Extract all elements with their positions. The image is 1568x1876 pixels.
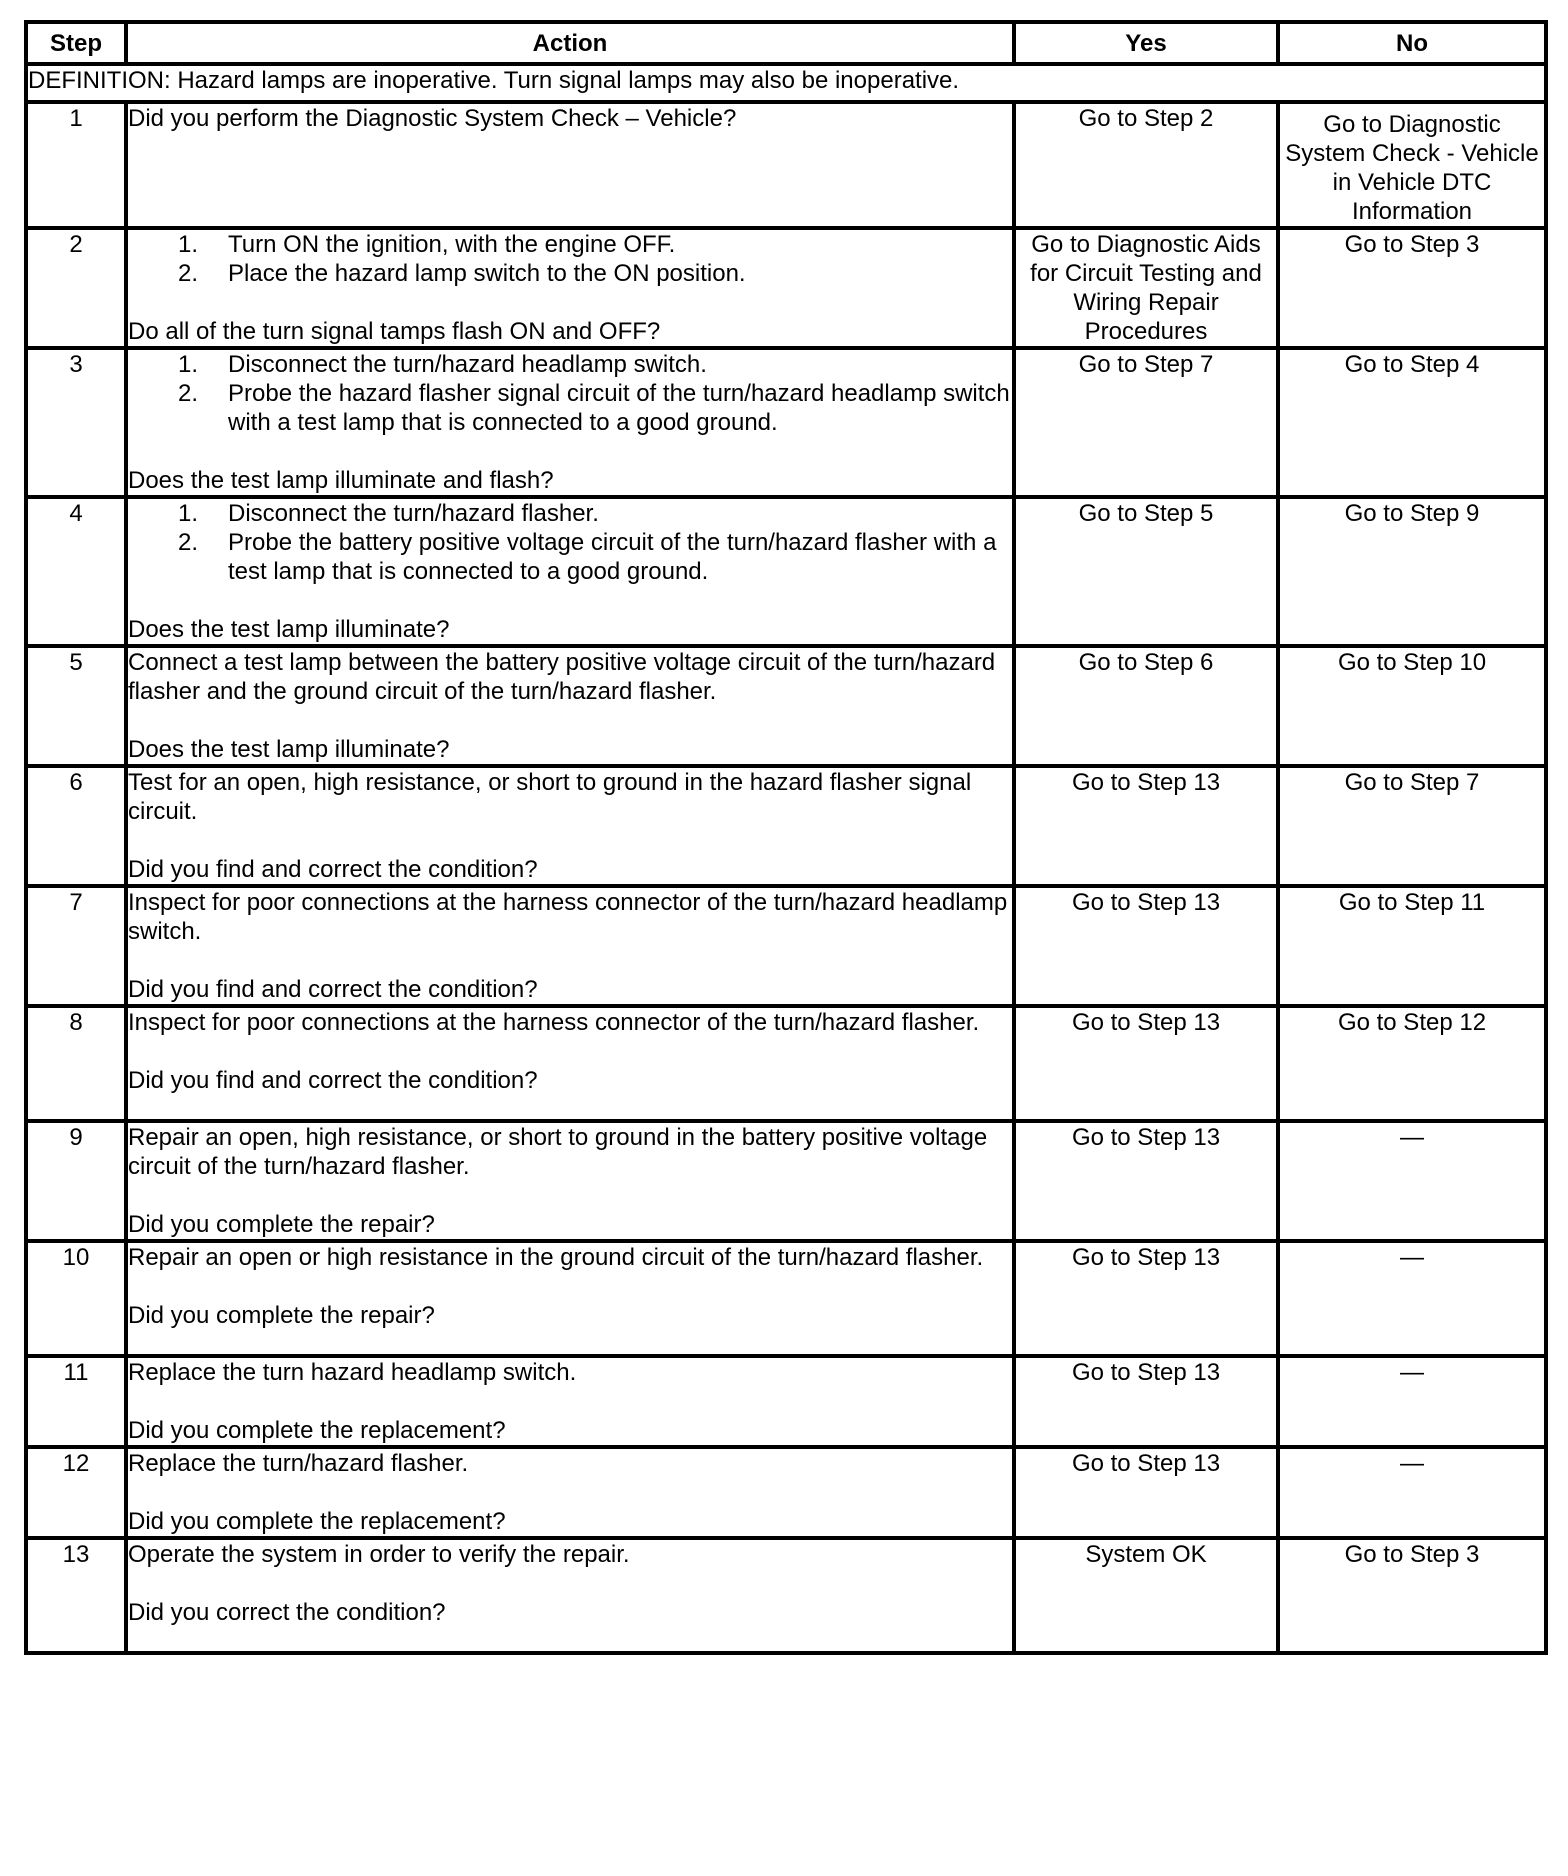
- table-row: [26, 497, 1546, 646]
- action-question: Did you find and correct the condition?: [128, 1067, 538, 1094]
- step-number: 12: [26, 1447, 126, 1538]
- no-result: Go to Step 3: [1278, 228, 1546, 348]
- substep-number: 2.: [178, 529, 199, 556]
- step-number: 4: [26, 497, 126, 646]
- action-cell: [126, 766, 1014, 886]
- table-row: [26, 1356, 1546, 1447]
- yes-result: Go to Step 13: [1014, 1121, 1278, 1241]
- substep-list: [128, 350, 1012, 437]
- yes-result: Go to Step 13: [1014, 1447, 1278, 1538]
- table-row: [26, 886, 1546, 1006]
- yes-result: Go to Step 13: [1014, 1006, 1278, 1121]
- action-cell: [126, 1356, 1014, 1447]
- substep-number: 1.: [178, 500, 199, 527]
- step-number: 1: [26, 102, 126, 228]
- action-intro: Did you perform the Diagnostic System Check – Vehicle?: [128, 105, 737, 132]
- substep-text: Probe the hazard flasher signal circuit of the turn/hazard headlamp switch with a test lamp that is connected to a good ground.: [228, 380, 1010, 436]
- header-step: Step: [26, 22, 126, 64]
- action-cell: [126, 102, 1014, 228]
- action-question: Did you complete the replacement?: [128, 1417, 506, 1444]
- step-number: 9: [26, 1121, 126, 1241]
- table-row: [26, 348, 1546, 497]
- no-result: —: [1278, 1356, 1546, 1447]
- definition-row: [26, 64, 1546, 102]
- step-number: 2: [26, 228, 126, 348]
- step-number: 7: [26, 886, 126, 1006]
- definition-text: DEFINITION: Hazard lamps are inoperative. Turn signal lamps may also be inoperative.: [26, 64, 1546, 102]
- action-question: Did you correct the condition?: [128, 1599, 446, 1626]
- substep-number: 1.: [178, 351, 199, 378]
- step-number: 13: [26, 1538, 126, 1653]
- action-intro: Repair an open or high resistance in the ground circuit of the turn/hazard flasher.: [128, 1244, 984, 1271]
- substep-list: [128, 230, 1012, 288]
- table-row: [26, 1241, 1546, 1356]
- action-question: Did you complete the repair?: [128, 1302, 435, 1329]
- table-row: [26, 1121, 1546, 1241]
- table-row: [26, 1006, 1546, 1121]
- action-cell: [126, 1538, 1014, 1653]
- diagnostic-table: [24, 20, 1548, 1655]
- step-number: 3: [26, 348, 126, 497]
- substep-item: [178, 259, 1012, 288]
- substep-item: [178, 350, 1012, 379]
- action-intro: Test for an open, high resistance, or short to ground in the hazard flasher signal circuit.: [128, 769, 972, 825]
- yes-result: Go to Diagnostic Aids for Circuit Testing and Wiring Repair Procedures: [1014, 228, 1278, 348]
- substep-number: 2.: [178, 380, 199, 407]
- substep-number: 1.: [178, 231, 199, 258]
- diagnostic-table-container: [24, 20, 1544, 1655]
- no-result: Go to Diagnostic System Check - Vehicle in Vehicle DTC Information: [1278, 102, 1546, 228]
- yes-result: Go to Step 13: [1014, 1356, 1278, 1447]
- step-number: 8: [26, 1006, 126, 1121]
- table-row: [26, 228, 1546, 348]
- action-cell: [126, 228, 1014, 348]
- action-intro: Operate the system in order to verify the repair.: [128, 1541, 630, 1568]
- substep-item: [178, 379, 1012, 437]
- substep-list: [128, 499, 1012, 586]
- yes-result: Go to Step 5: [1014, 497, 1278, 646]
- header-yes: Yes: [1014, 22, 1278, 64]
- no-result: Go to Step 7: [1278, 766, 1546, 886]
- step-number: 5: [26, 646, 126, 766]
- substep-item: [178, 528, 1012, 586]
- no-result: —: [1278, 1447, 1546, 1538]
- action-intro: Inspect for poor connections at the harness connector of the turn/hazard headlamp switch.: [128, 889, 1008, 945]
- substep-text: Probe the battery positive voltage circuit of the turn/hazard flasher with a test lamp that is connected to a good ground.: [228, 529, 997, 585]
- action-cell: [126, 1006, 1014, 1121]
- action-question: Does the test lamp illuminate?: [128, 616, 450, 643]
- action-cell: [126, 646, 1014, 766]
- action-question: Does the test lamp illuminate and flash?: [128, 467, 554, 494]
- action-intro: Repair an open, high resistance, or short to ground in the battery positive voltage circuit of the turn/hazard flasher.: [128, 1124, 988, 1180]
- action-question: Does the test lamp illuminate?: [128, 736, 450, 763]
- action-cell: [126, 348, 1014, 497]
- action-cell: [126, 886, 1014, 1006]
- no-result: Go to Step 10: [1278, 646, 1546, 766]
- substep-text: Turn ON the ignition, with the engine OFF.: [228, 231, 676, 258]
- header-action: Action: [126, 22, 1014, 64]
- no-result: Go to Step 3: [1278, 1538, 1546, 1653]
- no-result: Go to Step 9: [1278, 497, 1546, 646]
- substep-text: Place the hazard lamp switch to the ON position.: [228, 260, 746, 287]
- step-number: 6: [26, 766, 126, 886]
- yes-result: System OK: [1014, 1538, 1278, 1653]
- no-result: —: [1278, 1121, 1546, 1241]
- no-result: —: [1278, 1241, 1546, 1356]
- table-row: [26, 1447, 1546, 1538]
- action-intro: Replace the turn hazard headlamp switch.: [128, 1359, 577, 1386]
- step-number: 10: [26, 1241, 126, 1356]
- action-question: Did you find and correct the condition?: [128, 976, 538, 1003]
- yes-result: Go to Step 13: [1014, 886, 1278, 1006]
- substep-item: [178, 230, 1012, 259]
- substep-text: Disconnect the turn/hazard flasher.: [228, 500, 599, 527]
- table-row: [26, 766, 1546, 886]
- action-cell: [126, 1241, 1014, 1356]
- yes-result: Go to Step 13: [1014, 1241, 1278, 1356]
- action-intro: Inspect for poor connections at the harness connector of the turn/hazard flasher.: [128, 1009, 980, 1036]
- action-question: Did you complete the replacement?: [128, 1508, 506, 1535]
- substep-item: [178, 499, 1012, 528]
- table-row: [26, 1538, 1546, 1653]
- substep-number: 2.: [178, 260, 199, 287]
- substep-text: Disconnect the turn/hazard headlamp switch.: [228, 351, 707, 378]
- action-cell: [126, 1447, 1014, 1538]
- table-row: [26, 646, 1546, 766]
- table-row: [26, 102, 1546, 228]
- action-cell: [126, 1121, 1014, 1241]
- yes-result: Go to Step 13: [1014, 766, 1278, 886]
- step-number: 11: [26, 1356, 126, 1447]
- action-question: Do all of the turn signal tamps flash ON and OFF?: [128, 318, 661, 345]
- no-result: Go to Step 4: [1278, 348, 1546, 497]
- action-intro: Replace the turn/hazard flasher.: [128, 1450, 469, 1477]
- action-cell: [126, 497, 1014, 646]
- yes-result: Go to Step 7: [1014, 348, 1278, 497]
- yes-result: Go to Step 6: [1014, 646, 1278, 766]
- action-intro: Connect a test lamp between the battery positive voltage circuit of the turn/hazard flasher and the ground circuit of the turn/hazard flasher.: [128, 649, 996, 705]
- yes-result: Go to Step 2: [1014, 102, 1278, 228]
- no-result: Go to Step 11: [1278, 886, 1546, 1006]
- action-question: Did you find and correct the condition?: [128, 856, 538, 883]
- action-question: Did you complete the repair?: [128, 1211, 435, 1238]
- header-row: [26, 22, 1546, 64]
- header-no: No: [1278, 22, 1546, 64]
- no-result: Go to Step 12: [1278, 1006, 1546, 1121]
